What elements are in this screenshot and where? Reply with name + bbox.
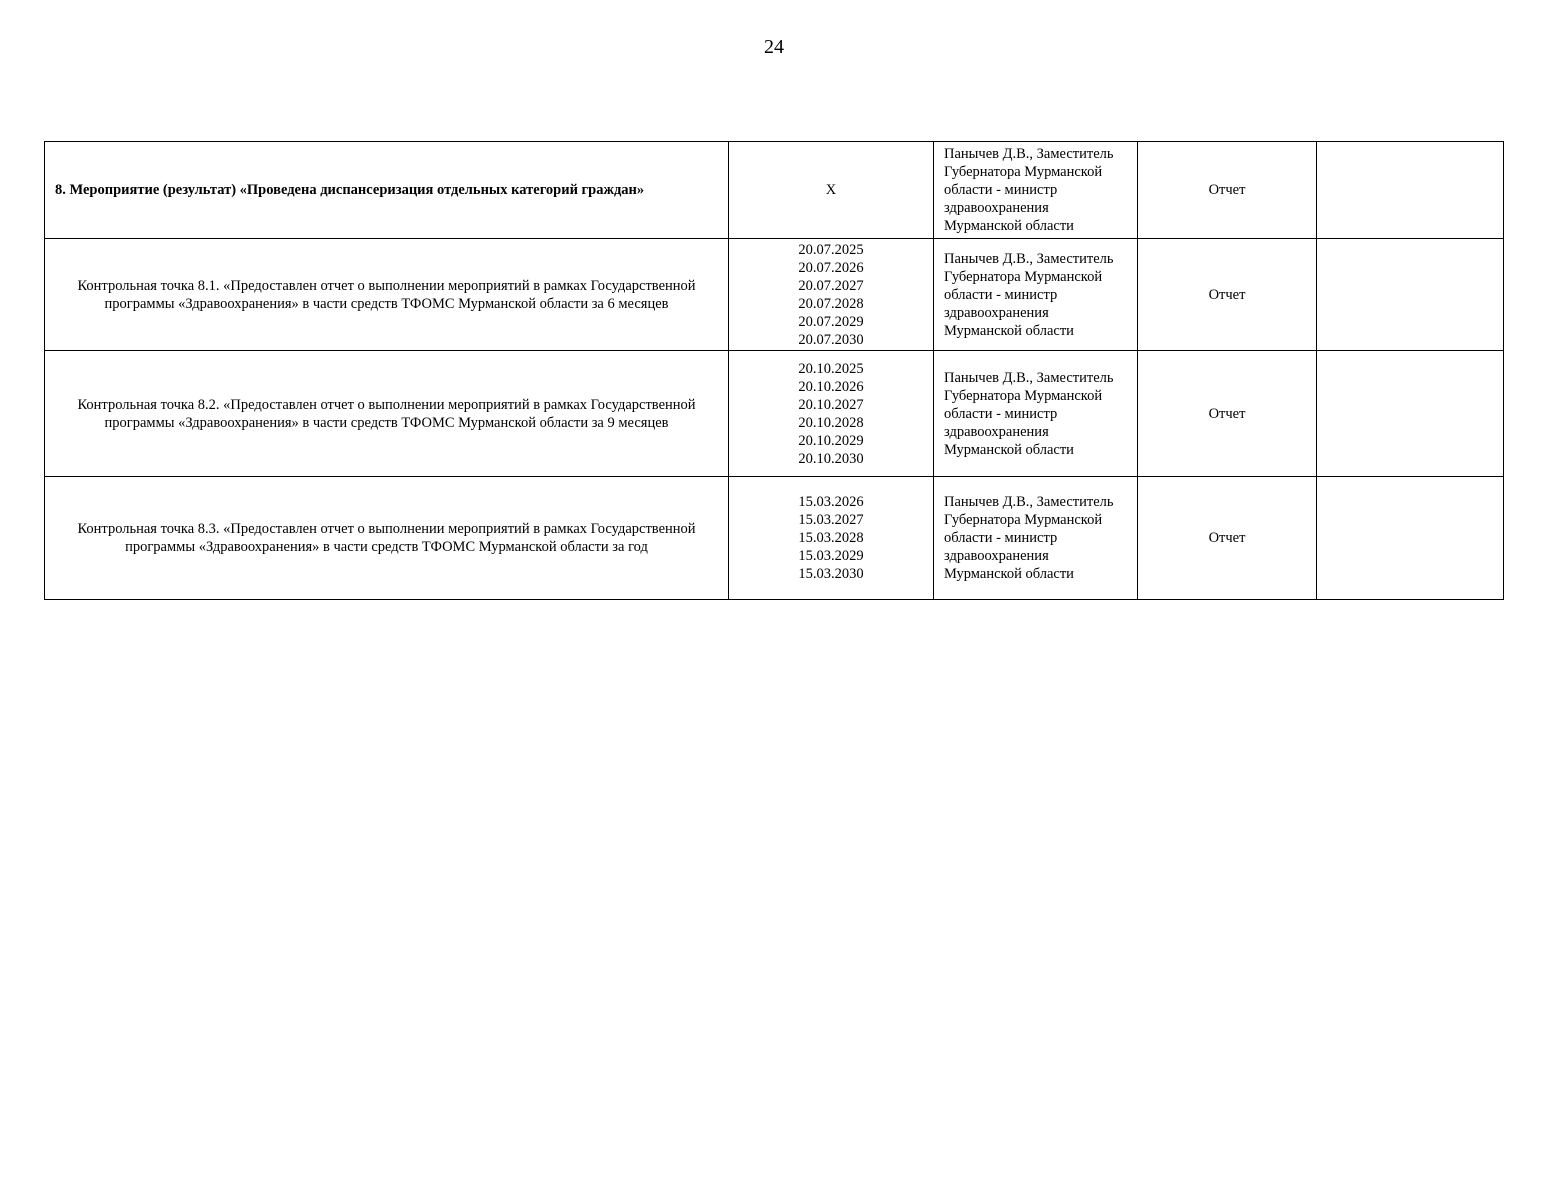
responsible-cell: Панычев Д.В., Заместитель Губернатора Мурманской области - министр здравоохранения Мурманской области bbox=[934, 142, 1138, 239]
dates-cell bbox=[729, 239, 934, 351]
date-line: X bbox=[825, 182, 837, 198]
date-line: 20.10.2027 bbox=[798, 396, 864, 413]
table-row-checkpoint-8-3 bbox=[45, 477, 1504, 600]
document-cell: Отчет bbox=[1138, 142, 1317, 239]
date-line: 20.07.2025 bbox=[798, 241, 864, 258]
date-line: 20.07.2030 bbox=[798, 331, 864, 348]
document-cell: Отчет bbox=[1138, 477, 1317, 600]
responsible-cell: Панычев Д.В., Заместитель Губернатора Мурманской области - министр здравоохранения Мурманской области bbox=[934, 477, 1138, 600]
note-cell bbox=[1317, 351, 1504, 477]
note-cell bbox=[1317, 239, 1504, 351]
date-line: 20.10.2025 bbox=[798, 360, 864, 377]
page-number: 24 bbox=[764, 36, 784, 58]
date-line: 20.10.2030 bbox=[798, 450, 864, 467]
responsible-cell: Панычев Д.В., Заместитель Губернатора Мурманской области - министр здравоохранения Мурманской области bbox=[934, 351, 1138, 477]
activity-name-cell: 8. Мероприятие (результат) «Проведена диспансеризация отдельных категорий граждан» bbox=[45, 142, 729, 239]
document-cell: Отчет bbox=[1138, 239, 1317, 351]
table-row-checkpoint-8-1 bbox=[45, 239, 1504, 351]
dates-cell bbox=[729, 477, 934, 600]
date-line: 15.03.2026 bbox=[798, 494, 864, 510]
date-line: 20.07.2028 bbox=[798, 295, 864, 312]
date-line: 20.07.2029 bbox=[798, 313, 864, 330]
date-line: 20.07.2026 bbox=[798, 259, 864, 276]
document-cell: Отчет bbox=[1138, 351, 1317, 477]
note-cell bbox=[1317, 477, 1504, 600]
date-line: 20.07.2027 bbox=[798, 277, 864, 294]
checkpoint-name-cell: Контрольная точка 8.1. «Предоставлен отчет о выполнении мероприятий в рамках Государственной программы «Здравоохранения» в части средств ТФОМС Мурманской области за 6 месяцев bbox=[45, 239, 729, 351]
date-line: 15.03.2027 bbox=[798, 512, 864, 528]
checkpoint-name-cell: Контрольная точка 8.3. «Предоставлен отчет о выполнении мероприятий в рамках Государственной программы «Здравоохранения» в части средств ТФОМС Мурманской области за год bbox=[45, 477, 729, 600]
table-row-activity-8 bbox=[45, 142, 1504, 239]
date-line: 15.03.2029 bbox=[798, 548, 864, 564]
responsible-cell: Панычев Д.В., Заместитель Губернатора Мурманской области - министр здравоохранения Мурманской области bbox=[934, 239, 1138, 351]
date-line: 15.03.2028 bbox=[798, 530, 864, 546]
date-line: 20.10.2028 bbox=[798, 414, 864, 431]
dates-cell bbox=[729, 351, 934, 477]
date-line: 20.10.2026 bbox=[798, 378, 864, 395]
dates-cell bbox=[729, 142, 934, 239]
date-line: 20.10.2029 bbox=[798, 432, 864, 449]
table-row-checkpoint-8-2 bbox=[45, 351, 1504, 477]
note-cell bbox=[1317, 142, 1504, 239]
date-line: 15.03.2030 bbox=[798, 566, 864, 582]
checkpoint-name-cell: Контрольная точка 8.2. «Предоставлен отчет о выполнении мероприятий в рамках Государственной программы «Здравоохранения» в части средств ТФОМС Мурманской области за 9 месяцев bbox=[45, 351, 729, 477]
plan-table bbox=[44, 141, 1504, 600]
